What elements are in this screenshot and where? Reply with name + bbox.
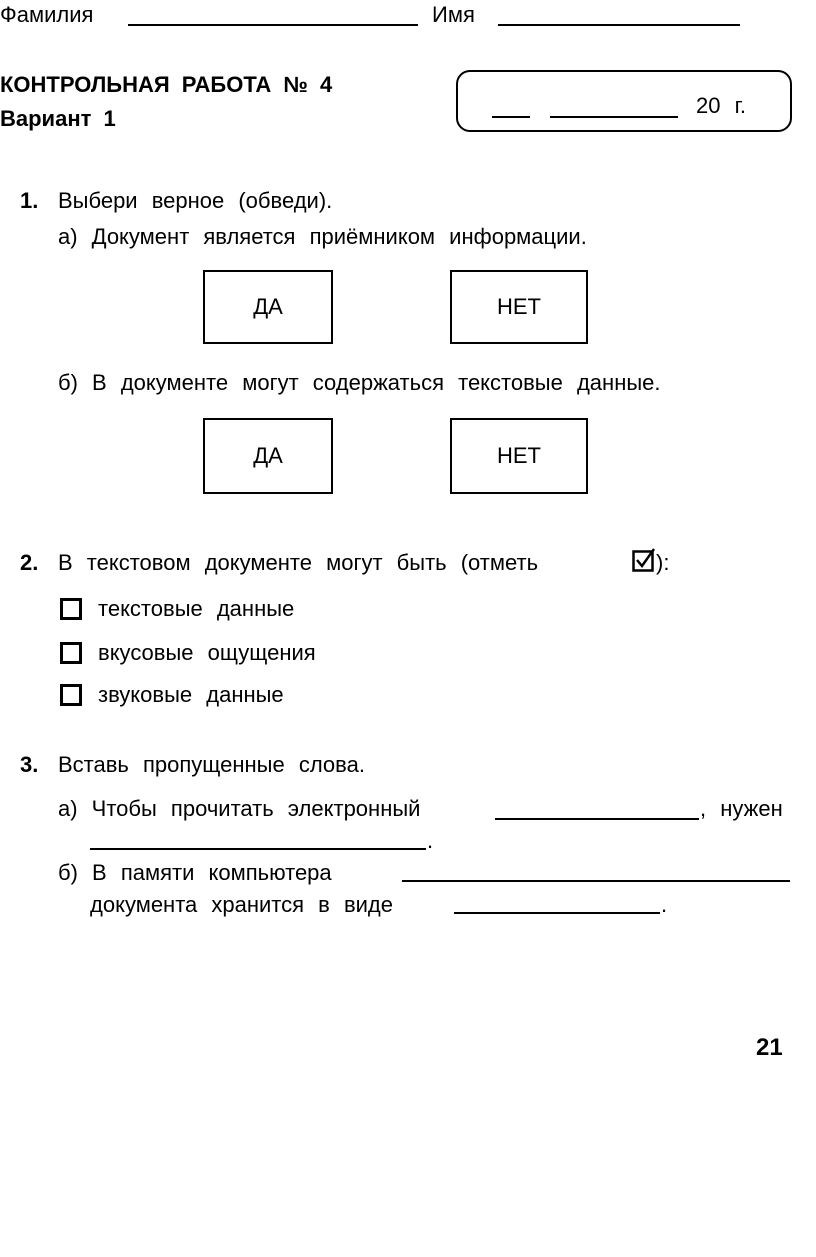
q3b-blank-1[interactable] <box>402 880 790 882</box>
q1a-yes-option[interactable] <box>203 270 333 344</box>
page-title: КОНТРОЛЬНАЯ РАБОТА № 4 <box>0 72 333 97</box>
q2-checkbox-2[interactable] <box>60 642 82 664</box>
name-field[interactable] <box>498 24 740 26</box>
q3a-end: . <box>427 828 434 853</box>
q2-text-end: ): <box>656 550 670 575</box>
q1a-no-label: НЕТ <box>497 294 541 319</box>
variant-label: Вариант 1 <box>0 106 116 131</box>
page-number: 21 <box>756 1034 783 1061</box>
q1b-yes-label: ДА <box>253 443 283 468</box>
q3a-text-after: , нужен <box>700 796 783 821</box>
name-label: Имя <box>432 2 475 27</box>
q1-text: Выбери верное (обведи). <box>58 188 333 213</box>
q2-option-2: вкусовые ощущения <box>98 640 316 665</box>
q2-option-1: текстовые данные <box>98 596 295 621</box>
surname-field[interactable] <box>128 24 418 26</box>
q3-text: Вставь пропущенные слова. <box>58 752 365 777</box>
q3a-blank-1[interactable] <box>495 818 699 820</box>
date-month-field[interactable] <box>550 116 678 118</box>
q3a-text: а) Чтобы прочитать электронный <box>58 796 421 821</box>
q2-number: 2. <box>20 550 39 575</box>
q3b-text: б) В памяти компьютера <box>58 860 332 885</box>
q1a-yes-label: ДА <box>253 294 283 319</box>
surname-label: Фамилия <box>0 2 94 27</box>
q3a-blank-2[interactable] <box>90 848 426 850</box>
q1-number: 1. <box>20 188 39 213</box>
q2-option-3: звуковые данные <box>98 682 284 707</box>
q3b-blank-2[interactable] <box>454 912 660 914</box>
q1a-no-option[interactable] <box>450 270 588 344</box>
checkbox-checked-icon <box>632 548 656 572</box>
q1b-no-label: НЕТ <box>497 443 541 468</box>
q1b-yes-option[interactable] <box>203 418 333 494</box>
q2-checkbox-1[interactable] <box>60 598 82 620</box>
q1b-no-option[interactable] <box>450 418 588 494</box>
q1b-text: б) В документе могут содержаться текстовые данные. <box>58 370 661 395</box>
q2-text: В текстовом документе могут быть (отметь <box>58 550 539 575</box>
date-year-label: 20 г. <box>696 93 747 118</box>
q1a-text: а) Документ является приёмником информации. <box>58 224 587 249</box>
date-day-field[interactable] <box>492 116 530 118</box>
q3-number: 3. <box>20 752 39 777</box>
q2-checkbox-3[interactable] <box>60 684 82 706</box>
q3b-end: . <box>661 892 668 917</box>
q3b-line2: документа хранится в виде <box>90 892 393 917</box>
